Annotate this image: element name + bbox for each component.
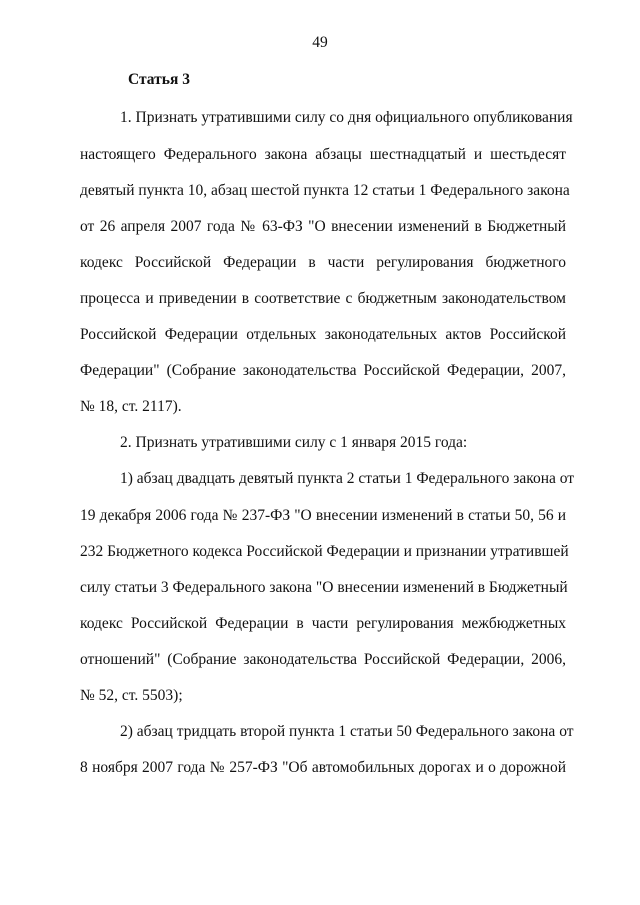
- text-line: Российской Федерации отдельных законодательных актов Российской: [80, 326, 566, 343]
- text-line: Федерации" (Собрание законодательства Российской Федерации, 2007,: [80, 362, 566, 379]
- article-heading: Статья 3: [128, 71, 190, 88]
- text-line: от 26 апреля 2007 года № 63-ФЗ "О внесении изменений в Бюджетный: [80, 218, 566, 235]
- text-line: 1) абзац двадцать девятый пункта 2 статьи 1 Федерального закона от: [120, 470, 575, 487]
- text-line: № 18, ст. 2117).: [80, 398, 182, 415]
- text-line: № 52, ст. 5503);: [80, 687, 183, 704]
- text-line: кодекс Российской Федерации в части регулирования межбюджетных: [80, 615, 566, 632]
- text-line: 19 декабря 2006 года № 237-ФЗ "О внесении изменений в статьи 50, 56 и: [80, 507, 566, 524]
- text-line: кодекс Российской Федерации в части регулирования бюджетного: [80, 254, 566, 271]
- text-line: настоящего Федерального закона абзацы шестнадцатый и шестьдесят: [80, 146, 566, 163]
- text-line: 232 Бюджетного кодекса Российской Федерации и признании утратившей: [80, 543, 569, 560]
- text-line: девятый пункта 10, абзац шестой пункта 12 статьи 1 Федерального закона: [80, 182, 570, 199]
- text-line: 2. Признать утратившими силу с 1 января 2015 года:: [120, 434, 468, 451]
- text-line: отношений" (Собрание законодательства Российской Федерации, 2006,: [80, 651, 566, 668]
- page-number: 49: [312, 34, 328, 51]
- text-line: 2) абзац тридцать второй пункта 1 статьи 50 Федерального закона от: [120, 723, 574, 740]
- text-line: 8 ноября 2007 года № 257-ФЗ "Об автомобильных дорогах и о дорожной: [80, 759, 566, 776]
- text-line: процесса и приведении в соответствие с бюджетным законодательством: [80, 290, 566, 307]
- text-line: силу статьи 3 Федерального закона "О внесении изменений в Бюджетный: [80, 579, 568, 596]
- text-line: 1. Признать утратившими силу со дня официального опубликования: [120, 109, 573, 126]
